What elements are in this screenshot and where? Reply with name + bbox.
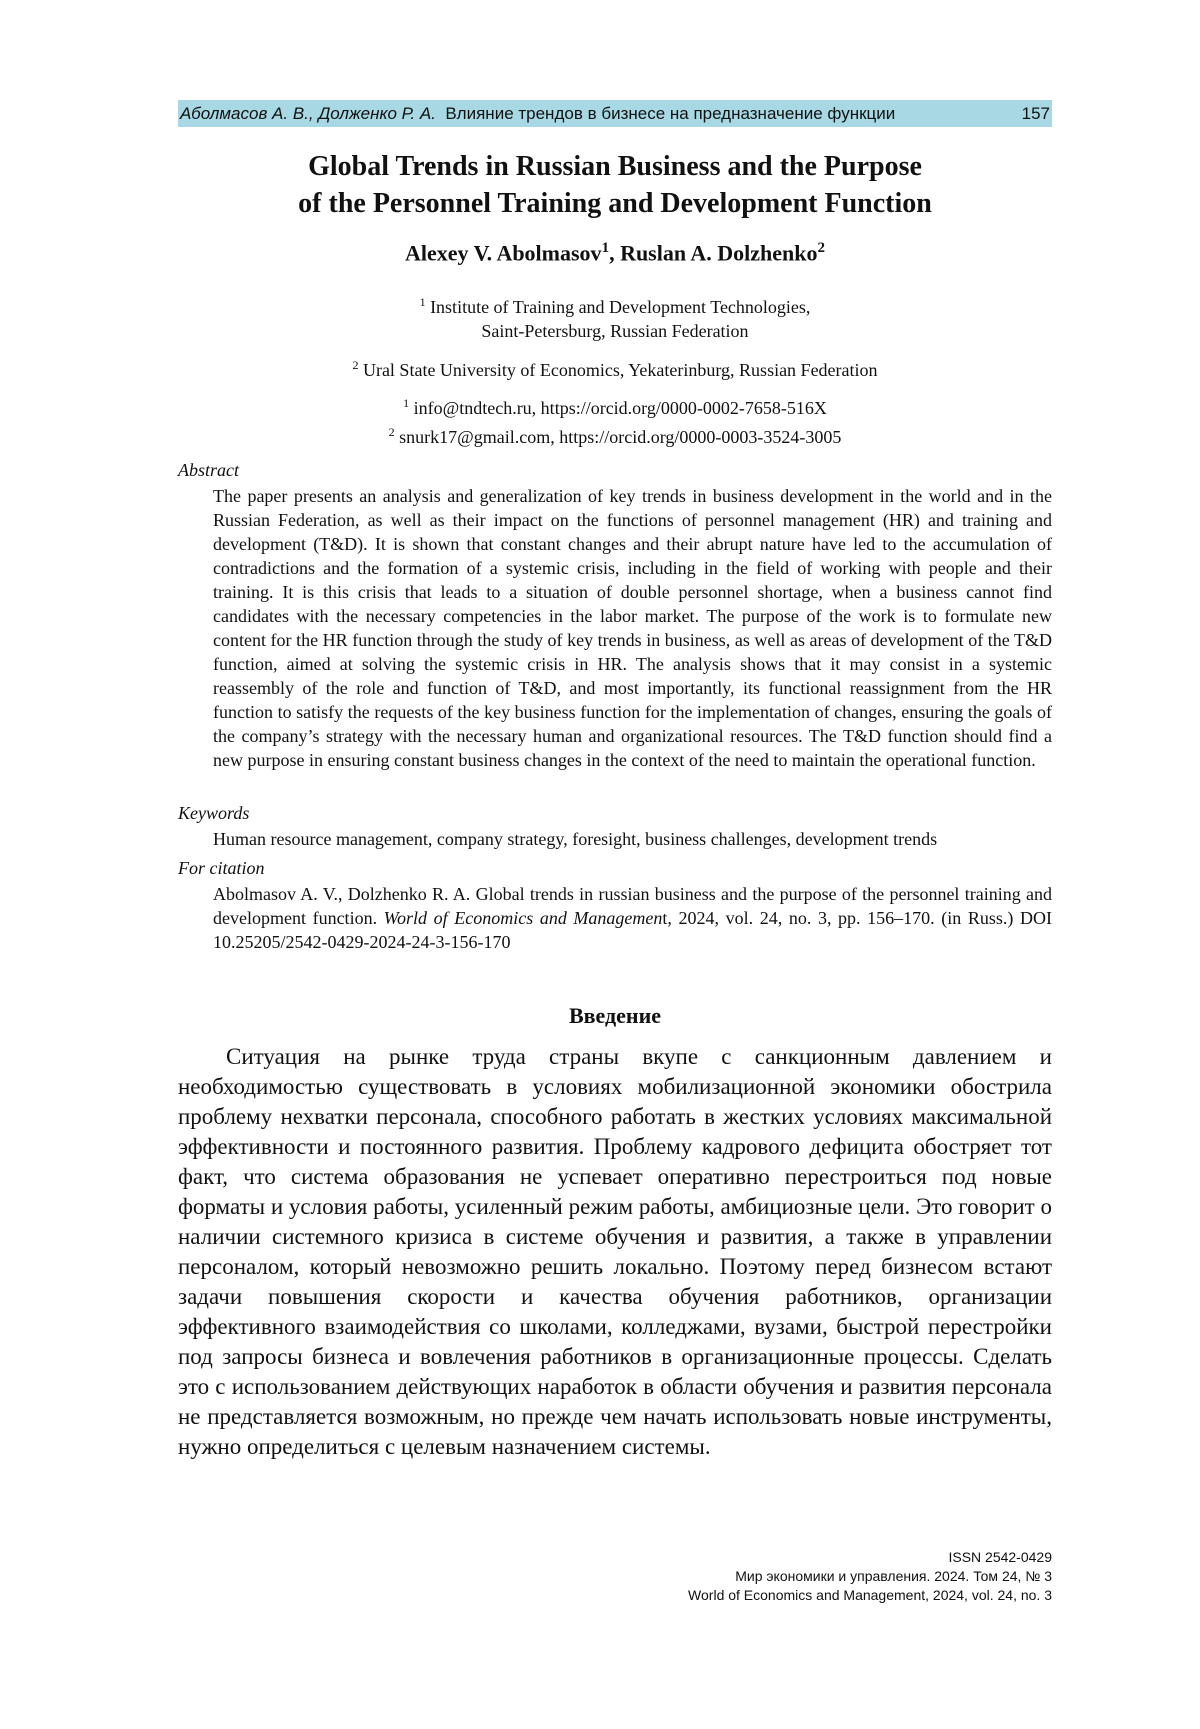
author-list: Alexey V. Abolmasov$^1$, Ruslan A. Dolzhenko$^2$ [404, 240, 826, 266]
header-authors: Аболмасов А. В., Долженко Р. А. [180, 103, 436, 123]
footer-issn: ISSN 2542-0429 [948, 1549, 1052, 1565]
author-2-sup: 2 [817, 240, 826, 256]
affiliation-1 [178, 290, 1052, 343]
title-line-1: Global Trends in Russian Business and the Purpose [308, 151, 922, 182]
citation-label: For citation [178, 858, 265, 878]
contact-1-sup: 1 [403, 396, 410, 410]
running-header-left [178, 104, 895, 124]
title-line-2: of the Personnel Training and Development Function [298, 188, 932, 219]
journal-footer [688, 1548, 1052, 1605]
body-paragraph: Ситуация на рынке труда страны вкупе с санкционным давлением и необходимостью существовать в условиях мобилизационной экономики обострила проблему нехватки персонала, способного работать в жестких условиях максимальной эффективности и постоянного развития. Проблему кадрового дефицита обостряет тот факт, что система образования не успевает оперативно перестроиться под новые форматы и условия работы, усиленный режим работы, амбициозные цели. Это говорит о наличии системного кризиса в системе обучения и развития, а также в управлении персоналом, который невозможно решить локально. Поэтому перед бизнесом встают задачи повышения скорости и качества обучения работников, организации эффективного взаимодействия со школами, колледжами, вузами, быстрой перестройки под запросы бизнеса и вовлечения работников в организационные процессы. Сделать это с использованием действующих наработок в области обучения и развития персонала не представляется возможным, но прежде чем начать использовать новые инструменты, нужно определиться с целевым назначением системы. [178, 1044, 1052, 1459]
keywords-text: Human resource management, company strategy, foresight, business challenges, development trends [213, 829, 938, 849]
contact-1: info@tndtech.ru, https://orcid.org/0000-0002-7658-516X [413, 398, 827, 418]
contacts [178, 391, 1052, 449]
header-running-title: Влияние трендов в бизнесе на предназначение функции [445, 103, 896, 123]
author-1-sup: 1 [601, 240, 610, 256]
keywords-label: Keywords [178, 803, 250, 823]
citation-journal: World of Economics and Managemen [383, 908, 663, 928]
author-1: Alexey V. Abolmasov [404, 240, 602, 266]
abstract-text: The paper presents an analysis and generalization of key trends in business development in the world and in the Russian Federation, as well as their impact on the functions of personnel management (HR) and training and development (T&D). It is shown that constant changes and their abrupt nature have led to the accumulation of contradictions and the formation of a systemic crisis, including in the field of working with people and their training. It is this crisis that leads to a situation of double personnel shortage, when a business cannot find candidates with the necessary competencies in the labor market. The purpose of the work is to formulate new content for the HR function through the study of key trends in business, as well as areas of development of the T&D function, aimed at solving the systemic crisis in HR. The analysis shows that it may consist in a systemic reassembly of the role and function of T&D, and most importantly, its functional reassignment from the HR function to satisfy the requests of the key business function for the implementation of changes, ensuring the goals of the company’s strategy with the necessary human and organizational resources. The T&D function should find a new purpose in ensuring constant business changes in the context of the need to maintain the operational function. [213, 486, 1052, 770]
affiliation-1-line2: Saint-Petersburg, Russian Federation [481, 321, 749, 341]
paper-title [178, 148, 1052, 222]
page-number: 157 [1021, 103, 1050, 123]
running-header [178, 100, 1052, 127]
citation-text-after: t, 2024, vol. 24, no. 3, pp. 156–170. (in Russ.) DOI 10.25205/2542-0429-2024-24-3-156-170 [213, 908, 1052, 952]
footer-journal-ru: Мир экономики и управления. 2024. Том 24, № 3 [735, 1568, 1052, 1584]
citation-text-before: Abolmasov A. V., Dolzhenko R. A. Global trends in russian business and the purpose of the personnel training and development function. [213, 884, 1052, 928]
citation-text [213, 882, 1052, 954]
affiliation-2 [178, 353, 1052, 382]
section-heading: Введение [568, 1003, 662, 1028]
affiliation-1-sup: 1 [419, 295, 426, 309]
author-2: Ruslan A. Dolzhenko [620, 240, 818, 266]
contact-2: snurk17@gmail.com, https://orcid.org/0000-0003-3524-3005 [399, 427, 842, 447]
affiliation-2-sup: 2 [352, 358, 359, 372]
affiliation-2-line1: Ural State University of Economics, Yekaterinburg, Russian Federation [362, 360, 878, 380]
footer-journal-en: World of Economics and Management, 2024, vol. 24, no. 3 [688, 1587, 1052, 1603]
affiliation-1-line1: Institute of Training and Development Technologies, [430, 297, 811, 317]
contact-2-sup: 2 [388, 425, 395, 439]
abstract-label: Abstract [178, 460, 239, 480]
